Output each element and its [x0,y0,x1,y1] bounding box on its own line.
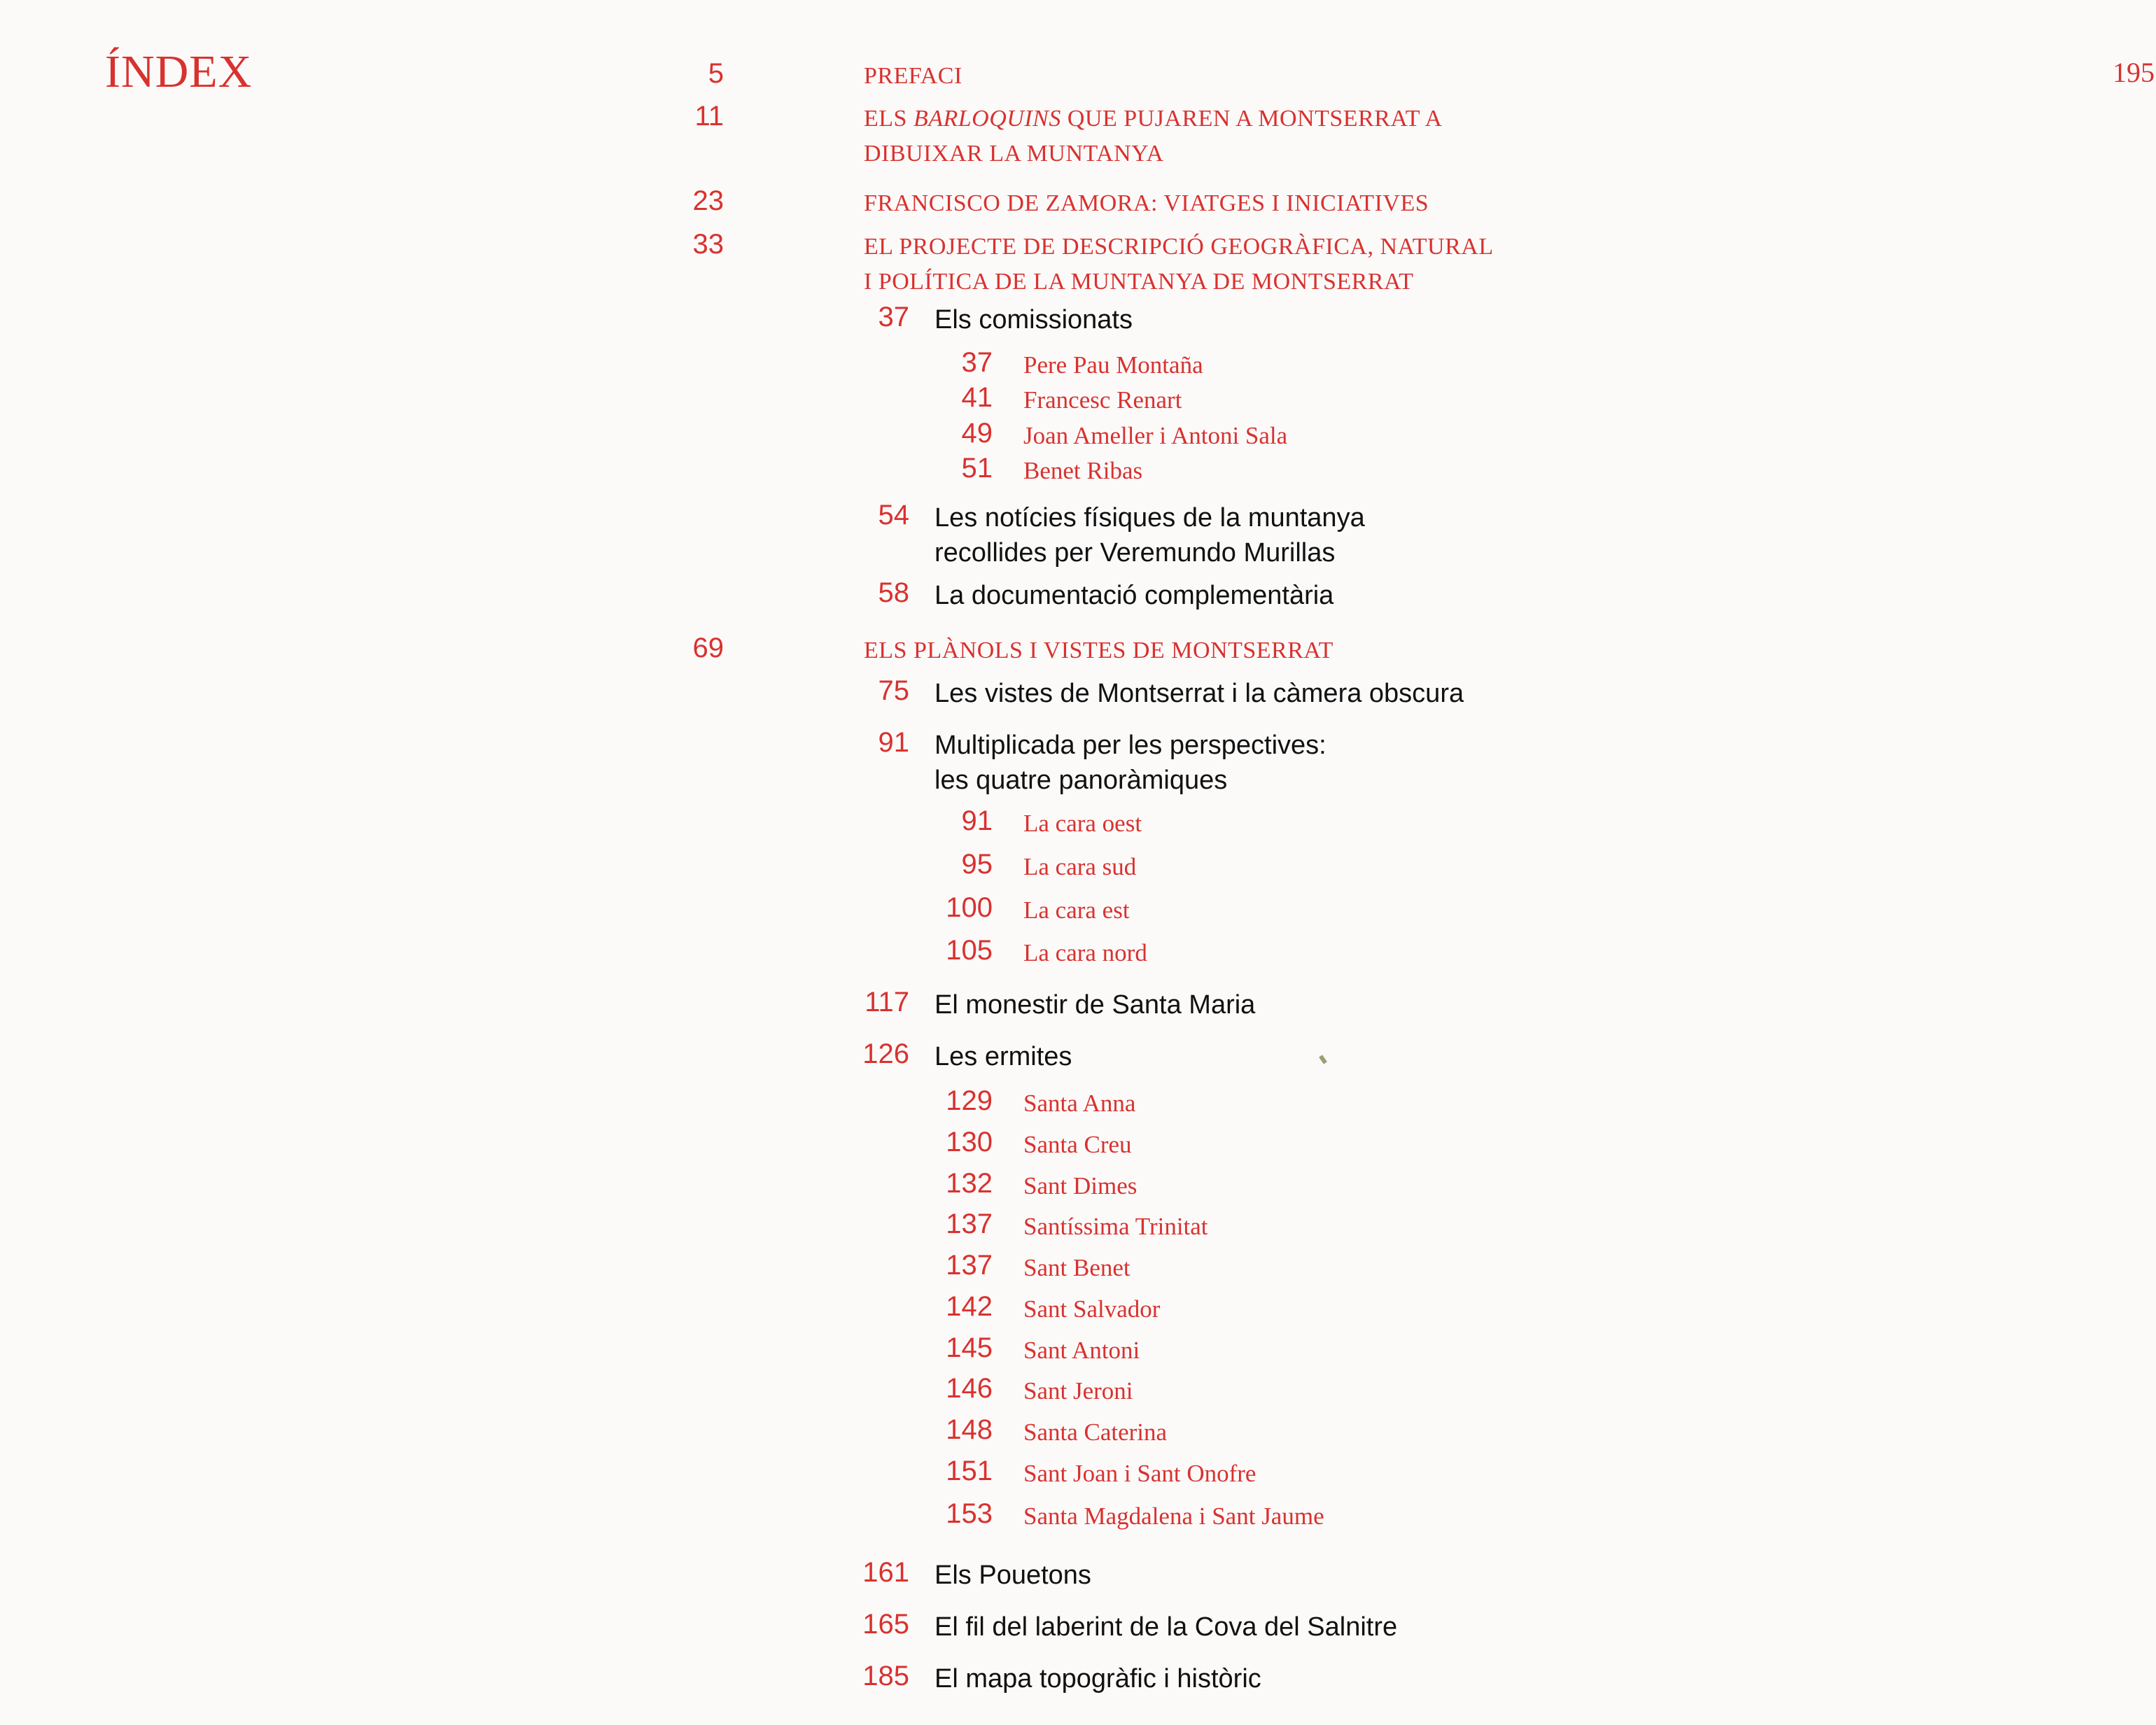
toc-page-number: 126 [862,1038,909,1069]
toc-title-part: Sant Benet [1023,1254,1130,1281]
toc-title-part: Les vistes de Montserrat i la càmera obscura [934,679,1464,708]
toc-title-part: El monestir de Santa Maria [934,990,1256,1020]
toc-title-part: Multiplicada per les perspectives: [934,731,1326,760]
toc-page-number: 23 [692,185,724,216]
toc-title-part: Sant Joan i Sant Onofre [1023,1460,1256,1487]
toc-page-number: 69 [692,633,724,663]
toc-title-part: La cara nord [1023,939,1147,966]
toc-title-part: Benet Ribas [1023,457,1143,484]
toc-page-number: 137 [946,1209,993,1239]
toc-title [1023,1251,1130,1286]
toc-title [864,101,1443,171]
toc-page-number: 161 [862,1557,909,1588]
toc-title [1023,418,1287,453]
toc-title-part: La cara sud [1023,853,1137,880]
paper-speck [1319,1055,1327,1064]
toc-title [1023,1456,1256,1491]
toc-title [1023,1333,1140,1368]
toc-page-number: 165 [862,1609,909,1640]
toc-page-number: 51 [961,453,993,484]
toc-title-part: Santa Creu [1023,1131,1132,1158]
toc-title-part: Santa Anna [1023,1090,1136,1117]
toc-title [1023,1292,1160,1327]
toc-title-part: Les notícies físiques de la muntanya [934,503,1365,533]
toc-title [934,1558,1091,1593]
toc-title [1023,1086,1135,1121]
toc-page-number: 117 [864,987,909,1018]
toc-title-line2: les quatre panoràmiques [934,766,1228,795]
toc-page-number: 91 [961,805,993,836]
toc-page-number: 142 [946,1291,993,1322]
toc-title [934,302,1133,337]
toc-page-number: 41 [961,382,993,413]
page-number: 195 [2113,57,2155,88]
toc-title-part: FRANCISCO DE ZAMORA: VIATGES I INICIATIVES [864,190,1429,216]
toc-title [1023,850,1136,885]
toc-title [934,676,1464,711]
toc-page-number: 130 [946,1127,993,1157]
toc-title [1023,893,1130,928]
toc-title [934,1661,1261,1696]
toc-page-number: 148 [946,1414,993,1445]
toc-title [864,186,1429,221]
toc-title-part: ELS [864,106,913,132]
toc-title-part: Sant Salvador [1023,1295,1161,1323]
toc-title [934,1039,1072,1074]
toc-page-number: 37 [878,302,909,332]
toc-page-number: 54 [878,500,909,530]
toc-page-number: 105 [946,935,993,966]
toc-page-number: 100 [946,892,993,923]
toc-title-part: La cara oest [1023,810,1142,837]
toc-page-number: 91 [878,727,909,758]
toc-title-part: ELS PLÀNOLS I VISTES DE MONTSERRAT [864,638,1334,663]
toc-title-part: Santíssima Trinitat [1023,1213,1208,1240]
toc-title [864,230,1494,300]
toc-title-part: El fil del laberint de la Cova del Salnitre [934,1612,1398,1642]
toc-title-part: EL PROJECTE DE DESCRIPCIÓ GEOGRÀFICA, NATURAL [864,234,1494,260]
toc-page-number: 95 [961,849,993,880]
toc-title [934,728,1326,798]
toc-title [934,1610,1397,1645]
toc-title-part: El mapa topogràfic i històric [934,1664,1261,1694]
toc-page-number: 75 [878,675,909,706]
toc-title [1023,348,1203,383]
toc-title-part: Pere Pau Montaña [1023,351,1203,379]
toc-title [1023,1415,1167,1450]
toc-title [1023,453,1142,488]
page-title: ÍNDEX [105,46,253,97]
toc-title-part: Joan Ameller i Antoni Sala [1023,422,1288,449]
toc-title-part: La cara est [1023,896,1130,924]
toc-title-part: La documentació complementària [934,581,1334,610]
toc-page-number: 129 [946,1085,993,1116]
toc-title-part: PREFACI [864,63,962,89]
toc-title-part: Les ermites [934,1042,1072,1071]
toc-title-line2: I POLÍTICA DE LA MUNTANYA DE MONTSERRAT [864,269,1414,295]
toc-title-line2: recollides per Veremundo Murillas [934,538,1336,568]
toc-page-number: 5 [708,58,724,89]
toc-title [1023,806,1142,841]
toc-page-number: 153 [946,1498,993,1529]
toc-title [864,59,962,94]
toc-page-number: 37 [961,347,993,378]
toc-page-number: 146 [946,1373,993,1404]
toc-title [1023,1127,1132,1162]
toc-page-number: 151 [946,1456,993,1486]
toc-title-part: Sant Dimes [1023,1172,1138,1199]
toc-page-number: 185 [862,1661,909,1691]
toc-title-part: Sant Jeroni [1023,1377,1133,1404]
toc-title [1023,1169,1137,1204]
toc-title-part: Els Pouetons [934,1561,1091,1590]
toc-title [934,500,1365,570]
toc-title [934,987,1255,1022]
toc-title-part: QUE PUJAREN A MONTSERRAT A [1060,106,1443,132]
toc-page-number: 137 [946,1250,993,1281]
toc-title-italic: BARLOQUINS [913,106,1061,132]
toc-page-number: 11 [694,101,724,132]
toc-title [1023,1374,1133,1409]
toc-title-part: Santa Caterina [1023,1418,1168,1446]
toc-title-line2: DIBUIXAR LA MUNTANYA [864,141,1164,167]
toc-title [1023,1499,1324,1534]
toc-title-part: Els comissionats [934,305,1133,335]
toc-page-number: 33 [692,229,724,260]
toc-page-number: 145 [946,1332,993,1363]
toc-title-part: Sant Antoni [1023,1337,1140,1364]
toc-title [864,633,1334,668]
toc-title [1023,383,1182,418]
toc-page-number: 49 [961,418,993,449]
toc-title [934,578,1334,613]
toc-title [1023,1209,1208,1244]
toc-page-number: 132 [946,1168,993,1199]
toc-title [1023,936,1147,971]
toc-page-number: 58 [878,577,909,608]
toc-title-part: Francesc Renart [1023,386,1182,414]
toc-title-part: Santa Magdalena i Sant Jaume [1023,1502,1324,1530]
